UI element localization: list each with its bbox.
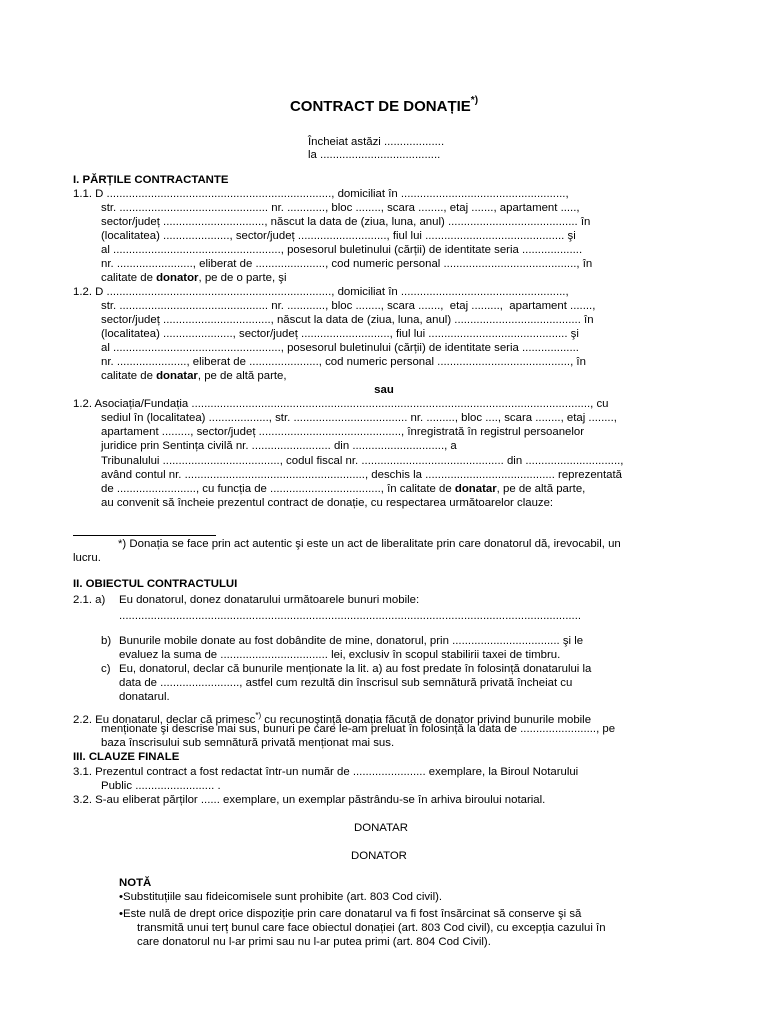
document-title: CONTRACT DE DONAȚIE*) — [289, 95, 479, 115]
clause-2-1-c-line: Eu, donatorul, declar că bunurile menționate la lit. a) au fost predate în folosință donatarului la — [119, 663, 592, 675]
clause-2-1-c-line: donatarul. — [119, 691, 170, 703]
note-item: •Este nulă de drept orice dispoziție prin care donatarul va fi fost însărcinat să conserve şi să — [119, 908, 582, 920]
clause-2-1-b-line: evaluez la suma de .................................. lei, exclusiv în scopul stabilirii taxei de timbru. — [119, 649, 561, 661]
clause-2-2-line: 2.2. Eu donatarul, declar că primesc*) cu recunoştință donația făcută de donator privind bunurile mobile — [73, 711, 592, 726]
clause-1-2-role: calitate de donatar, pe de altă parte, — [101, 370, 287, 382]
clause-1-2-line: sector/județ .................................., născut la data de (ziua, luna, anul) ........................................ în — [101, 314, 594, 326]
clause-1-2-association-line: având contul nr. ........................................................., deschis la ......................................... reprezentată — [101, 469, 622, 481]
clause-1-2-association-line: Tribunalului ....................................., codul fiscal nr. ............................................. din .............................., — [101, 455, 624, 467]
clause-1-2-association-line: 1.2. Asociația/Fundația .............................................................................................................................., cu — [73, 398, 609, 410]
section-2-heading: II. OBIECTUL CONTRACTULUI — [73, 578, 238, 590]
clause-1-2-association-role: de ........................., cu funcția de ..................................., în calitate de donatar, pe de altă parte, — [101, 483, 586, 495]
clause-2-2-line: menționate şi descrise mai sus, bunuri pe care le-am preluat în folosință la data de ........................, pe — [101, 723, 616, 735]
clause-3-1-line: 3.1. Prezentul contract a fost redactat într-un număr de ....................... exemplare, la Biroul Notarului — [73, 766, 579, 778]
signature-donatar: DONATAR — [354, 822, 408, 834]
clause-1-2-association-line: apartament ........., sector/județ ............................................., înregistrată în registrul persoanelor — [101, 426, 585, 438]
clause-3-2-line: 3.2. S-au eliberat părților ...... exemplare, un exemplar păstrându-se în arhiva biroului notarial. — [73, 794, 546, 806]
clause-3-1-line: Public ......................... . — [101, 780, 221, 792]
clause-2-2-line: baza înscrisului sub semnătură privată menționat mai sus. — [101, 737, 395, 749]
clause-1-1-line: (localitatea) ....................., sector/județ ............................, fiul lui ............................................ şi — [101, 230, 576, 242]
clause-1-1-role: calitate de donator, pe de o parte, şi — [101, 272, 287, 284]
clause-2-1-a-dots: .................................................................................................................................................. — [119, 610, 582, 622]
note-item: •Substituțiile sau fideicomisele sunt prohibite (art. 803 Cod civil). — [119, 891, 443, 903]
clause-2-1-c-line: data de ........................., astfel cum rezultă din înscrisul sub semnătură privată încheiat cu — [119, 677, 573, 689]
clause-1-2-line: nr. ......................, eliberat de ......................, cod numeric personal .........................................., în — [101, 356, 586, 368]
title-footnote-mark: *) — [470, 95, 479, 106]
concluded-date: Încheiat astăzi ................... — [308, 136, 445, 148]
clause-1-2-line: al ....................................................., posesorul buletinului (cărții) de identitate seria .................. — [101, 342, 579, 354]
clause-1-1-line: sector/județ ................................, născut la data de (ziua, luna, anul) ......................................... în — [101, 216, 591, 228]
note-item-continuation: transmită unui terț bunul care face obiectul donației (art. 803 Cod civil), cu excepția cazului în — [137, 922, 606, 934]
concluded-place: la ...................................... — [308, 149, 441, 161]
clause-2-1-c-label: c) — [101, 663, 111, 675]
footnote-line: *) Donația se face prin act autentic şi este un act de liberalitate prin care donatorul dă, irevocabil, un — [118, 538, 621, 550]
footnote-line: lucru. — [73, 552, 101, 564]
clause-2-1-b-label: b) — [101, 635, 112, 647]
clause-2-1-a-text: Eu donatorul, donez donatarului următoarele bunuri mobile: — [119, 594, 420, 606]
clause-1-1-line: str. ............................................... nr. ............, bloc ........, scara ........, etaj ......., apartament ....., — [101, 202, 580, 214]
clause-1-2-line: str. ............................................... nr. ............, bloc ........, scara ......., etaj ........., apartament ......., — [101, 300, 596, 312]
clause-1-2-line: 1.2. D ......................................................................., domiciliat în ...................................................., — [73, 286, 569, 298]
clause-2-1-a-label: 2.1. a) — [73, 594, 106, 606]
clause-1-1-line: nr. ........................, eliberat de ......................, cod numeric personal .........................................., în — [101, 258, 593, 270]
clause-1-1-line: al ....................................................., posesorul buletinului (cărții) de identitate seria ................... — [101, 244, 583, 256]
clause-2-1-b-line: Bunurile mobile donate au fost dobândite de mine, donatorul, prin .................................. şi le — [119, 635, 584, 647]
clause-1-1-line: 1.1. D ......................................................................., domiciliat în ...................................................., — [73, 188, 569, 200]
alternative-separator: sau — [374, 384, 394, 396]
agreement-statement: au convenit să încheie prezentul contract de donație, cu respectarea următoarelor clauze: — [101, 497, 554, 509]
clause-1-2-line: (localitatea) ......................, sector/județ ............................, fiul lui ............................................ şi — [101, 328, 579, 340]
clause-1-2-association-line: juridice prin Sentința civilă nr. ......................... din ............................., a — [101, 440, 457, 452]
note-heading: NOTĂ — [119, 877, 152, 889]
note-item-continuation: care donatorul nu l-ar primi sau nu l-ar putea primi (art. 804 Cod Civil). — [137, 936, 491, 948]
signature-donator: DONATOR — [351, 850, 407, 862]
section-3-heading: III. CLAUZE FINALE — [73, 751, 180, 763]
section-1-heading: I. PĂRȚILE CONTRACTANTE — [73, 174, 229, 186]
footnote-divider — [73, 535, 216, 536]
clause-1-2-association-line: sediul în (localitatea) ..................., str. .................................... nr. ........., bloc ...., scara ........, etaj ........, — [101, 412, 617, 424]
